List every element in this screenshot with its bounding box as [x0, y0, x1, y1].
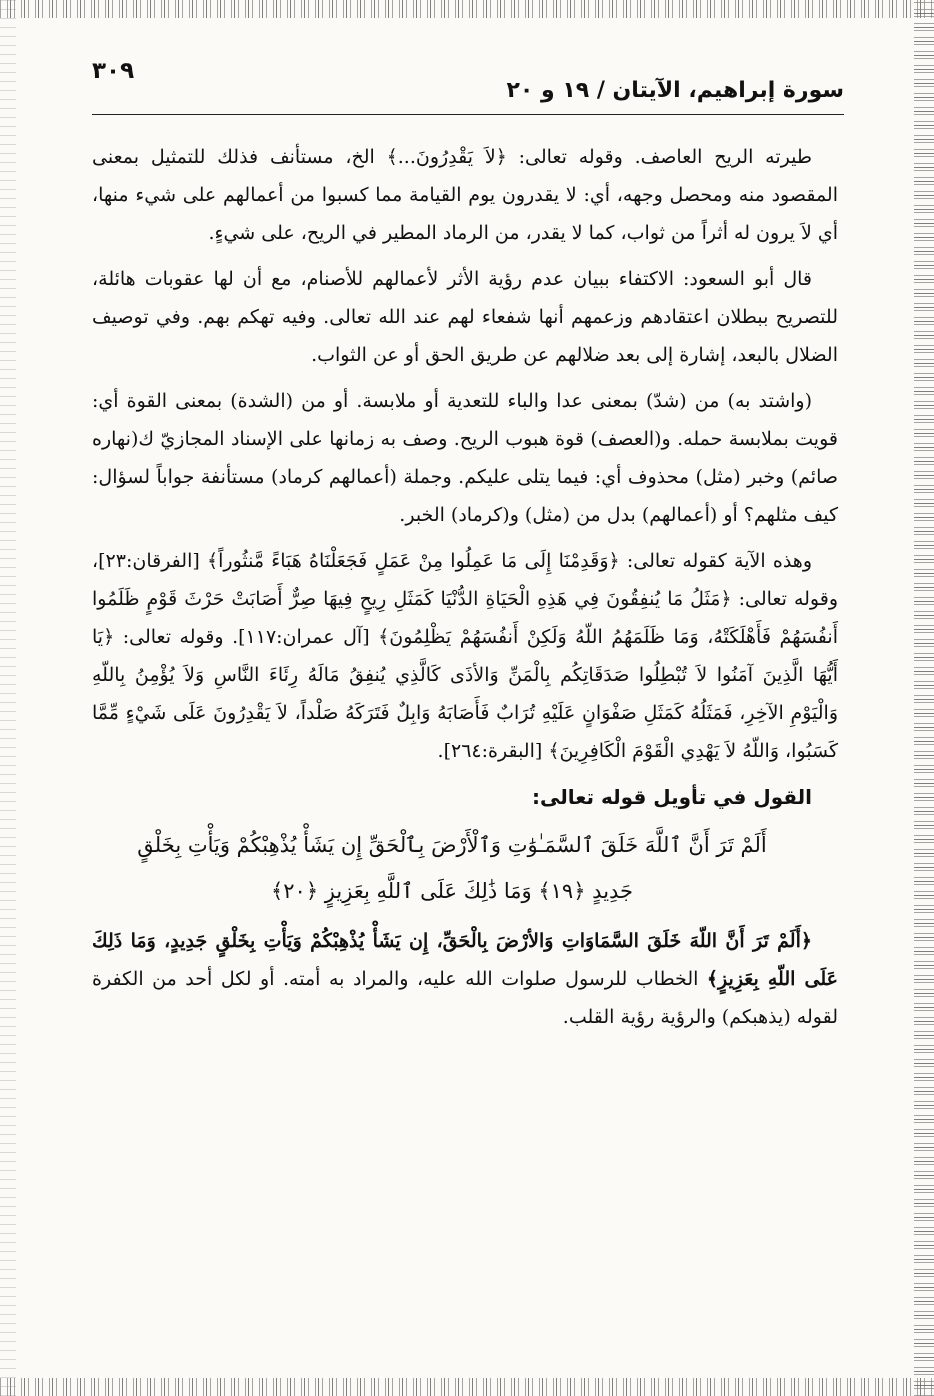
ornamental-border-top [0, 0, 934, 18]
paragraph-4: وهذه الآية كقوله تعالى: ﴿وَقَدِمْنَا إِلَى مَا عَمِلُوا مِنْ عَمَلٍ فَجَعَلْنَاهُ هَبَاءً مَّنثُوراً﴾ [الفرقان:٢٣]، وقوله تعالى: ﴿مَثَلُ مَا يُنفِقُونَ فِي هَذِهِ الْحَيَاةِ الدُّنْيَا كَمَثَلِ رِيحٍ فِيهَا صِرٌّ أَصَابَتْ حَرْثَ قَوْمٍ ظَلَمُوا أَنفُسَهُمْ فَأَهْلَكَتْهُ، وَمَا ظَلَمَهُمُ اللّهُ وَلَكِنْ أَنفُسَهُمْ يَظْلِمُونَ﴾ [آل عمران:١١٧]. وقوله تعالى: ﴿يَا أَيُّهَا الَّذِينَ آمَنُوا لاَ تُبْطِلُوا صَدَقَاتِكُم بِالْمَنِّ وَالأذَى كَالَّذِي يُنفِقُ مَالَهُ رِئَاءَ النَّاسِ وَلاَ يُؤْمِنُ بِاللّهِ وَالْيَوْمِ الآخِرِ، فَمَثَلُهُ كَمَثَلِ صَفْوَانٍ عَلَيْهِ تُرَابٌ فَأَصَابَهُ وَابِلٌ فَتَرَكَهُ صَلْداً، لاَ يَقْدِرُونَ عَلَى شَيْءٍ مِّمَّا كَسَبُوا، وَاللّهُ لاَ يَهْدِي الْقَوْمَ الْكَافِرِينَ﴾ [البقرة:٢٦٤]. [92, 550, 838, 762]
page-body [92, 138, 838, 1044]
section-heading: القول في تأويل قوله تعالى: [532, 785, 812, 809]
paragraph-3: (واشتد به) من (شدّ) بمعنى عدا والباء للتعدية أو ملابسة. أو من (الشدة) بمعنى القوة أي: قويت بملابسة حمله. و(العصف) قوة هبوب الريح. وصف به زمانها على الإسناد المجازيّ ك(نهاره صائم) وخبر (مثل) محذوف أي: فيما يتلى عليكم. وجملة (أعمالهم كرماد) مستأنفة جواباً لسؤال: كيف مثلهم؟ أو (أعمالهم) بدل من (مثل) و(كرماد) الخبر. [92, 390, 838, 526]
verse-line-1: أَلَمْ تَرَ أَنَّ ٱللَّهَ خَلَقَ ٱلسَّمَـٰوَٰتِ وَٱلْأَرْضَ بِٱلْحَقِّ إِن يَشَأْ يُذْهِبْكُمْ وَيَأْتِ بِخَلْقٍ [137, 833, 767, 857]
ornamental-border-bottom [0, 1378, 934, 1396]
ornamental-border-right [914, 0, 934, 1396]
page-edge-left [0, 0, 16, 1396]
verse-line-2: جَدِيدٍ ﴿١٩﴾ وَمَا ذَٰلِكَ عَلَى ٱللَّهِ بِعَزِيزٍ ﴿٢٠﴾ [270, 879, 634, 903]
paragraph-1: طيرته الريح العاصف. وقوله تعالى: ﴿لاَ يَقْدِرُونَ...﴾ الخ، مستأنف فذلك للتمثيل بمعنى المقصود منه ومحصل وجهه، أي: لا يقدرون يوم القيامة مما كسبوا من أعمالهم على شيء منها، أي لاَ يرون له أثراً من ثواب، كما لا يقدر، من الرماد المطير في الريح، على شيءٍ. [92, 146, 838, 244]
commentary-text: الخطاب للرسول صلوات الله عليه، والمراد به أمته. أو لكل أحد من الكفرة لقوله (يذهبكم) والرؤية رؤية القلب. [92, 968, 838, 1028]
commentary-verse-quote: ﴿أَلَمْ تَرَ أَنَّ اللّهَ خَلَقَ السَّمَاوَاتِ وَالأرْضَ بِالْحَقِّ، إِن يَشَأْ يُذْهِبْكُمْ وَيَأْتِ بِخَلْقٍ جَدِيدٍ، وَمَا ذَلِكَ عَلَى اللّهِ بِعَزِيزٍ﴾ [92, 930, 838, 990]
page-header [92, 58, 844, 115]
commentary-paragraph [92, 922, 838, 1036]
quran-verse-block [92, 822, 838, 914]
running-title: سورة إبراهيم، الآيتان / ١٩ و ٢٠ [506, 78, 844, 103]
page-number: ٣٠٩ [92, 58, 135, 84]
paragraph-2: قال أبو السعود: الاكتفاء ببيان عدم رؤية الأثر لأعمالهم للأصنام، مع أن لها عقوبات هائلة، للتصريح ببطلان اعتقادهم وزعمهم أنها شفعاء لهم عند الله تعالى. وفيه تهكم بهم. وفي توصيف الضلال بالبعد، إشارة إلى بعد ضلالهم عن طريق الحق أو عن الثواب. [92, 268, 838, 366]
